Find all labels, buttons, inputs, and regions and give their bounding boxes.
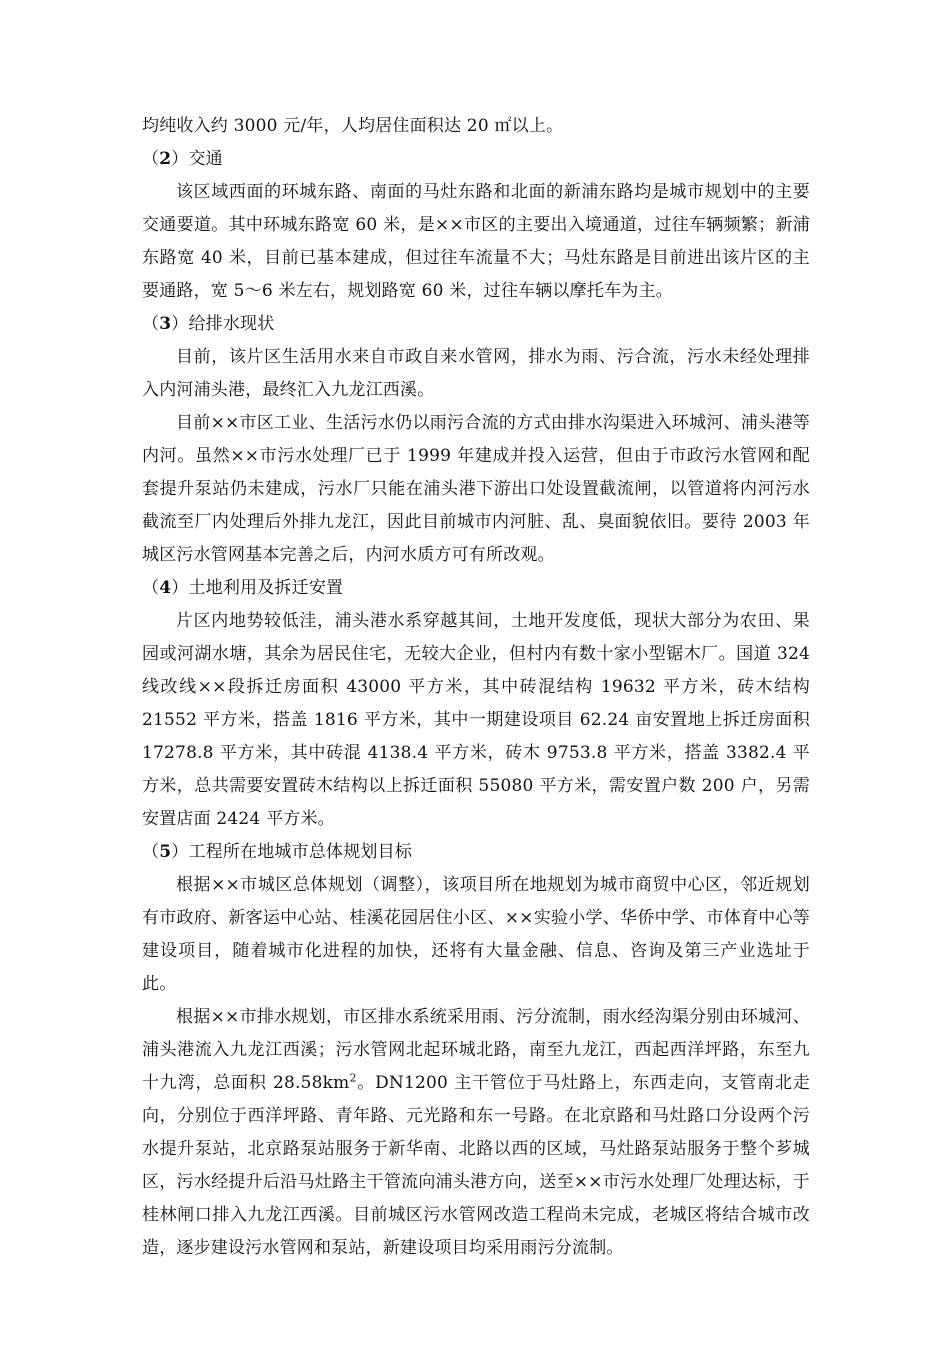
paragraph: 根据××市城区总体规划（调整），该项目所在地规划为城市商贸中心区，邻近规划有市政府、新客运中心站、桂溪花园居住小区、××实验小学、华侨中学、市体育中心等建设项目，随着城市化进程的加快，还将有大量金融、信息、咨询及第三产业选址于此。 (142, 875, 810, 994)
paragraph: 目前，该片区生活用水来自市政自来水管网，排水为雨、污合流，污水未经处理排入内河浦头港，最终汇入九龙江西溪。 (142, 347, 810, 400)
paragraph-part: 根据××市排水规划，市区排水系统采用雨、污分流制，雨水经沟渠分别由环城河、浦头港流入九龙江西溪；污水管网北起环城北路，南至九龙江，西起西洋坪路，东至九十九湾，总面积 28.58km (142, 1007, 810, 1093)
paragraph: 片区内地势较低洼，浦头港水系穿越其间，土地开发度低，现状大部分为农田、果园或河湖水塘，其余为居民住宅，无较大企业，但村内有数十家小型锯木厂。国道 324 线改线××段拆迁房面积 43000 平方米，其中砖混结构 19632 平方米，砖木结构 21552 平方米，搭盖 1816 平方米，其中一期建设项目 62.24 亩安置地上拆迁房面积 17278.8 平方米，其中砖混 4138.4 平方米，砖木 9753.8 平方米，搭盖 3382.4 平方米，总共需要安置砖木结构以上拆迁面积 55080 平方米，需安置户数 200 户，另需安置店面 2424 平方米。 (142, 611, 810, 829)
paragraph: 该区域西面的环城东路、南面的马灶东路和北面的新浦东路均是城市规划中的主要交通要道。其中环城东路宽 60 米，是××市区的主要出入境通道，过往车辆频繁；新浦东路宽 40 米，目前已基本建成，但过往车流量不大；马灶东路是目前进出该片区的主要通路，宽 5～6 米左右，规划路宽 60 米，过往车辆以摩托车为主。 (142, 182, 810, 301)
section-number: 2 (159, 149, 172, 169)
section-title: 工程所在地城市总体规划目标 (188, 842, 413, 862)
section-number: 5 (159, 842, 172, 862)
section-title: 给排水现状 (188, 314, 275, 334)
section-heading-3: （3）给排水现状 (142, 314, 275, 334)
section-heading-2: （2）交通 (142, 149, 223, 169)
superscript: 2 (349, 1071, 357, 1085)
section-heading-4: （4）土地利用及拆迁安置 (142, 578, 344, 598)
paragraph-drainage-plan (142, 1001, 810, 1265)
paragraph-part: 。DN1200 主干管位于马灶路上，东西走向，支管南北走向，分别位于西洋坪路、青年路、元光路和东一号路。在北京路和马灶路口分设两个污水提升泵站，北京路泵站服务于新华南、北路以西的区域，马灶路泵站服务于整个芗城区，污水经提升后沿马灶路主干管流向浦头港方向，送至××市污水处理厂处理达标，于桂林闸口排入九龙江西溪。目前城区污水管网改造工程尚未完成，老城区将结合城市改造，逐步建设污水管网和泵站，新建设项目均采用雨污分流制。 (142, 1073, 810, 1258)
section-heading-5: （5）工程所在地城市总体规划目标 (142, 842, 413, 862)
paragraph: 目前××市区工业、生活污水仍以雨污合流的方式由排水沟渠进入环城河、浦头港等内河。虽然××市污水处理厂已于 1999 年建成并投入运营，但由于市政污水管网和配套提升泵站仍未建成，污水厂只能在浦头港下游出口处设置截流闸，以管道将内河污水截流至厂内处理后外排九龙江，因此目前城市内河脏、乱、臭面貌依旧。要待 2003 年城区污水管网基本完善之后，内河水质方可有所改观。 (142, 413, 810, 565)
document-page (142, 110, 810, 1265)
section-number: 3 (159, 314, 172, 334)
section-number: 4 (159, 578, 172, 598)
section-title: 交通 (188, 149, 223, 169)
section-title: 土地利用及拆迁安置 (188, 578, 344, 598)
intro-line: 均纯收入约 3000 元/年，人均居住面积达 20 ㎡以上。 (142, 116, 564, 136)
